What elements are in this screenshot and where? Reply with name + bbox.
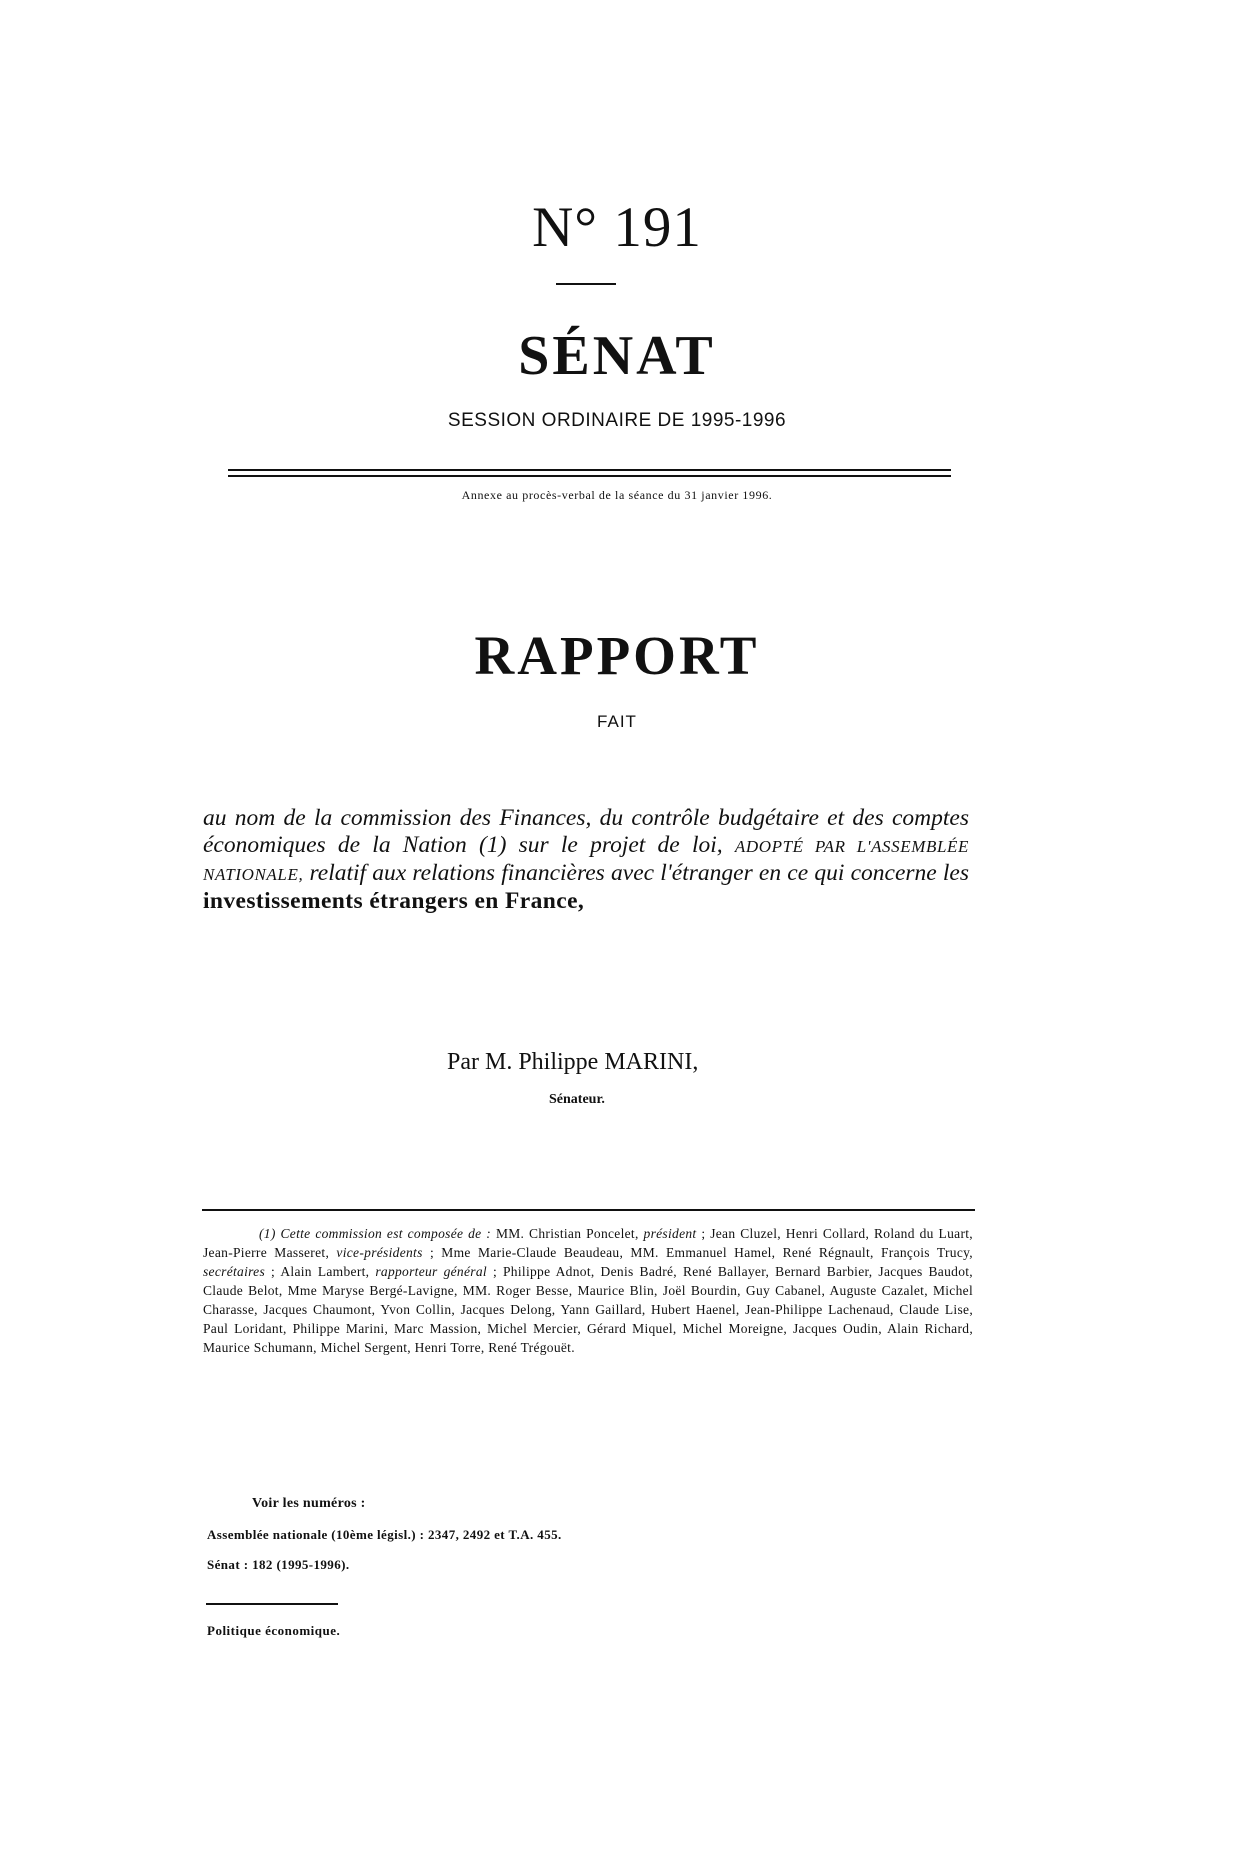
- references-senat: Sénat : 182 (1995-1996).: [207, 1557, 350, 1572]
- footnote-text-3: ; Mme Marie-Claude Beaudeau, MM. Emmanuel Hamel, René Régnault, François Trucy,: [429, 1245, 973, 1260]
- description-part-1: au nom de la commission des Finances, du contrôle budgétaire et des comptes économiques de la Nation (1) sur le projet de loi,: [203, 805, 969, 858]
- description-adopted-note: ADOPTÉ PAR L'ASSEMBLÉE NATIONALE,: [203, 837, 970, 884]
- subject-line: Politique économique.: [207, 1623, 341, 1638]
- footnote-text-2: ; Jean Cluzel, Henri Collard, Roland du Luart, Jean-Pierre Masseret,: [203, 1226, 973, 1260]
- chamber-title: SÉNAT: [518, 325, 716, 387]
- document-number: N° 191: [532, 196, 702, 259]
- footnote-text-5: ; Philippe Adnot, Denis Badré, René Ballayer, Bernard Barbier, Jacques Baudot, Claude Belot, Mme Maryse Bergé-Lavigne, MM. Roger Besse, Maurice Blin, Joël Bourdin, Guy Cabanel, Auguste Cazalet, Michel Charasse, Jacques Chaumont, Yvon Collin, Jacques Delong, Yann Gaillard, Hubert Haenel, Jean-Philippe Lachenaud, Claude Lise, Paul Loridant, Philippe Marini, Marc Massion, Michel Mercier, Gérard Miquel, Michel Moreigne, Jacques Oudin, Alain Richard, Maurice Schumann, Michel Sergent, Henri Torre, René Trégouët.: [203, 1264, 973, 1355]
- footnote-role-4: rapporteur général: [375, 1264, 487, 1279]
- header-rule-bottom: [228, 475, 951, 477]
- references-heading: Voir les numéros :: [252, 1496, 366, 1511]
- footnote-text-4: ; Alain Lambert,: [271, 1264, 370, 1279]
- report-subtitle: FAIT: [597, 712, 637, 731]
- footnote-role-1: président: [643, 1226, 697, 1241]
- report-title: RAPPORT: [474, 625, 760, 686]
- references-assemblee: Assemblée nationale (10ème législ.) : 2347, 2492 et T.A. 455.: [207, 1527, 562, 1542]
- author-line: Par M. Philippe MARINI,: [447, 1049, 699, 1075]
- subject-divider: [206, 1603, 338, 1605]
- report-description: [203, 805, 969, 915]
- author-title: Sénateur.: [549, 1092, 605, 1107]
- number-divider: [556, 283, 616, 285]
- footnote-intro: (1) Cette commission est composée de :: [259, 1226, 492, 1241]
- annex-line: Annexe au procès-verbal de la séance du 31 janvier 1996.: [461, 488, 773, 502]
- footnote-divider: [202, 1209, 975, 1211]
- header-rule-top: [228, 469, 951, 471]
- session-line: SESSION ORDINAIRE DE 1995-1996: [447, 410, 787, 431]
- footnote-role-3: secrétaires: [203, 1264, 266, 1279]
- footnote-role-2: vice-présidents: [336, 1245, 423, 1260]
- footnote-text-1: MM. Christian Poncelet,: [495, 1226, 639, 1241]
- description-subject: investissements étrangers en France,: [203, 888, 585, 914]
- commission-footnote: [203, 1224, 973, 1357]
- description-part-3: relatif aux relations financières avec l'étranger en ce qui concerne les: [309, 860, 969, 886]
